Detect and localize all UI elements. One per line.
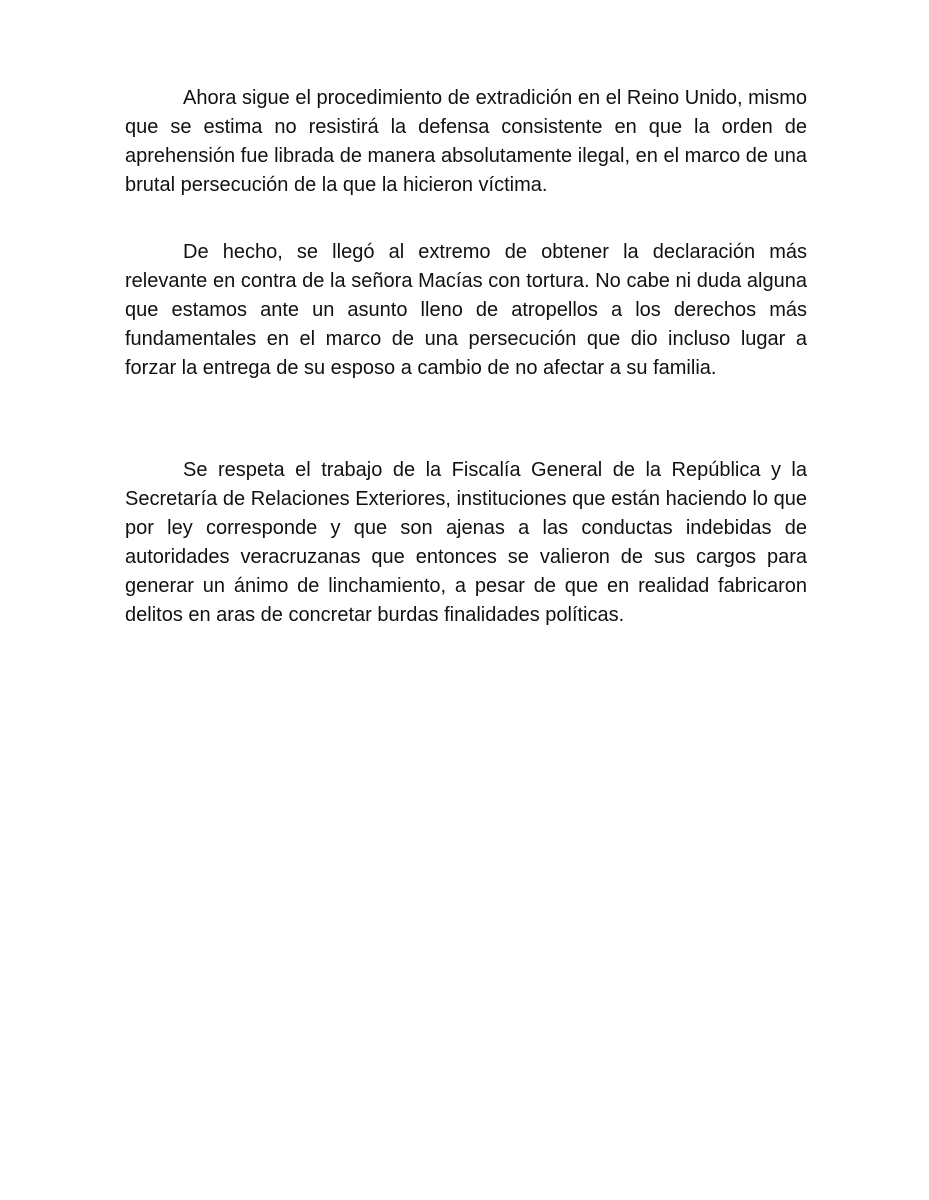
paragraph-institutions: Se respeta el trabajo de la Fiscalía General de la República y la Secretaría de Relaciones Exteriores, instituciones que están haciendo lo que por ley corresponde y que son ajenas a las conductas indebidas de autoridades veracruzanas que entonces se valieron de sus cargos para generar un ánimo de linchamiento, a pesar de que en realidad fabricaron delitos en aras de concretar burdas finalidades políticas. bbox=[125, 459, 807, 626]
paragraph-torture-declaration: De hecho, se llegó al extremo de obtener la declaración más relevante en contra de la señora Macías con tortura. No cabe ni duda alguna que estamos ante un asunto lleno de atropellos a los derechos más fundamentales en el marco de una persecución que dio incluso lugar a forzar la entrega de su esposo a cambio de no afectar a su familia. bbox=[125, 241, 807, 379]
paragraph-extradition: Ahora sigue el procedimiento de extradición en el Reino Unido, mismo que se estima no resistirá la defensa consistente en que la orden de aprehensión fue librada de manera absolutamente ilegal, en el marco de una brutal persecución de la que la hicieron víctima. bbox=[125, 87, 807, 196]
